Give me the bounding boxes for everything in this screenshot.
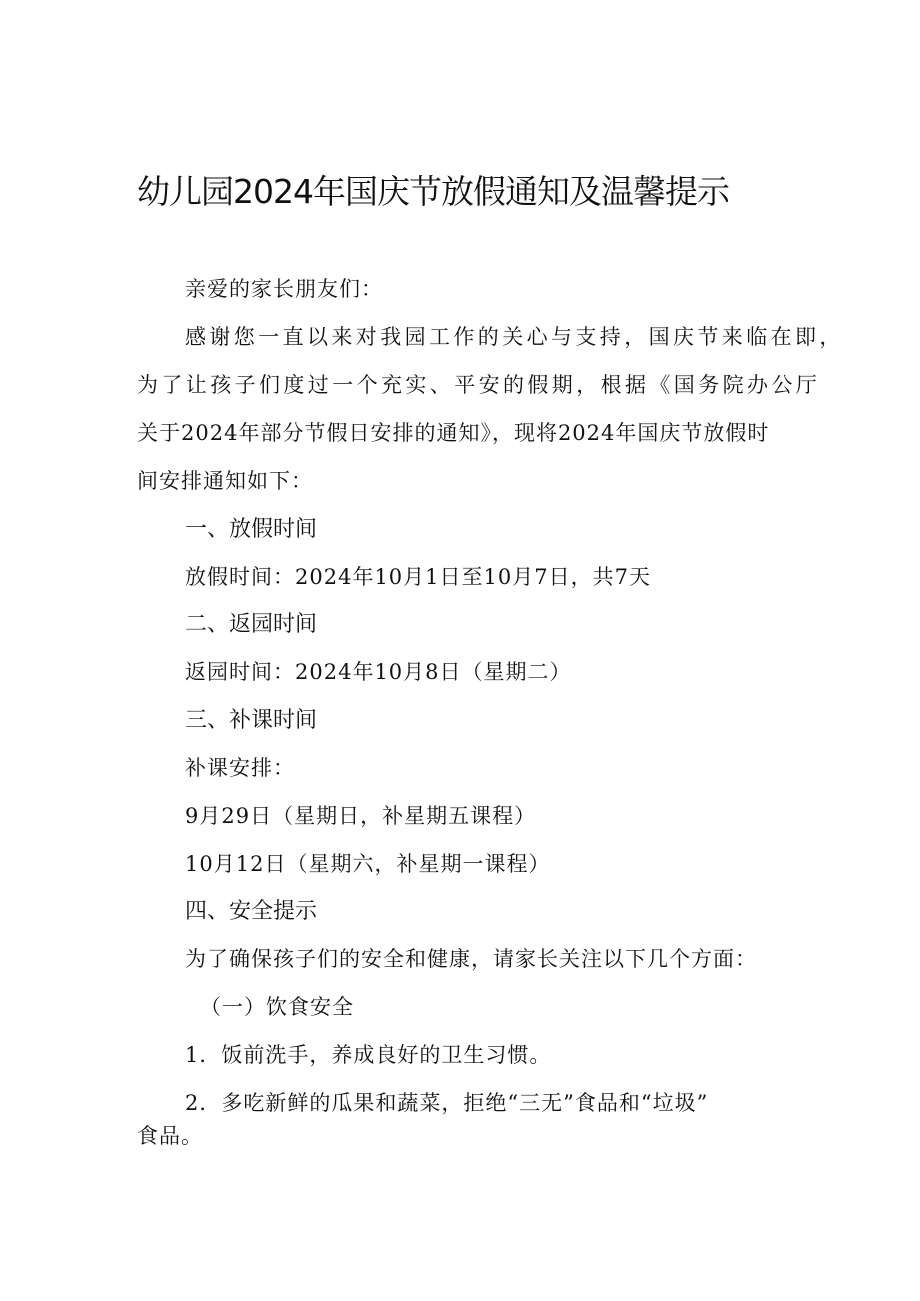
section-heading-return: 二、返园时间	[185, 612, 318, 637]
makeup-item-2: 10月12日（星期六，补星期一课程）	[185, 852, 551, 876]
return-time-text: 返园时间：2024年10月8日（星期二）	[185, 660, 572, 684]
section-heading-makeup: 三、补课时间	[185, 708, 318, 733]
safety-item-1: 1．饭前洗手，养成良好的卫生习惯。	[185, 1043, 552, 1067]
section-heading-holiday: 一、放假时间	[185, 517, 318, 542]
section-heading-safety: 四、安全提示	[185, 899, 318, 924]
safety-intro: 为了确保孩子们的安全和健康，请家长关注以下几个方面：	[185, 947, 757, 971]
intro-line-3: 关于2024年部分节假日安排的通知》，现将2024年国庆节放假时	[137, 421, 770, 445]
safety-item-2-continued: 食品。	[137, 1124, 203, 1148]
safety-item-2: 2．多吃新鲜的瓜果和蔬菜，拒绝“三无”食品和“垃圾”	[185, 1091, 709, 1115]
intro-line-2: 为了让孩子们度过一个充实、平安的假期，根据《国务院办公厅	[137, 373, 821, 397]
document-title: 幼儿园2024年国庆节放假通知及温馨提示	[137, 172, 729, 211]
makeup-label: 补课安排：	[185, 756, 295, 780]
intro-line-4: 间安排通知如下：	[137, 469, 313, 493]
makeup-item-1: 9月29日（星期日，补星期五课程）	[185, 804, 537, 828]
holiday-time-text: 放假时间：2024年10月1日至10月7日，共7天	[185, 565, 651, 589]
intro-line-1: 感谢您一直以来对我园工作的关心与支持，国庆节来临在即，	[185, 325, 844, 349]
greeting: 亲爱的家长朋友们：	[185, 277, 383, 301]
food-safety-subheading: （一）饮食安全	[200, 995, 354, 1019]
